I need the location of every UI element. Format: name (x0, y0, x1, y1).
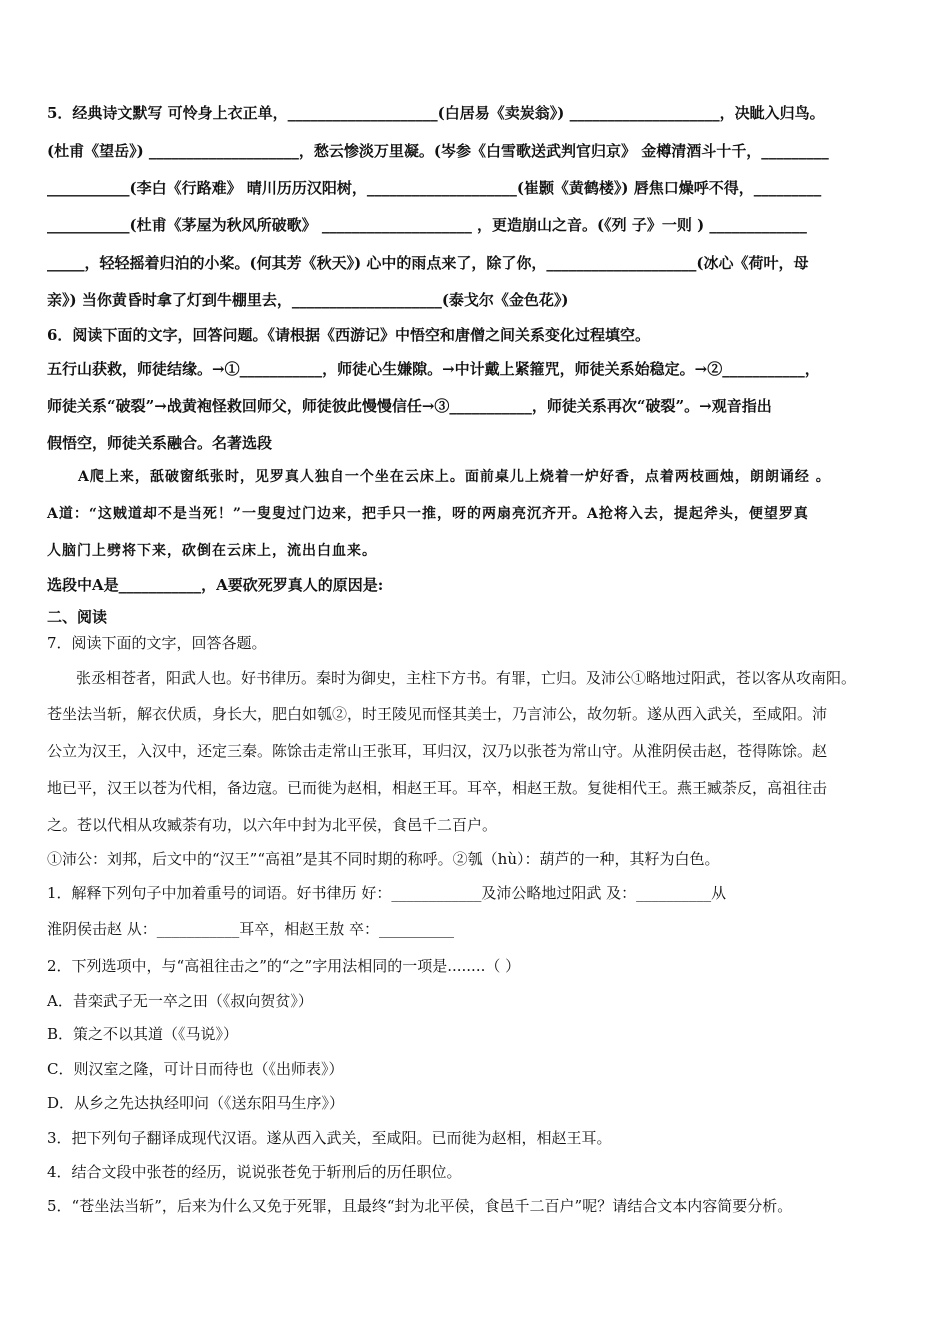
q6-excerpt-line-2: A道：“这贼道却不是当死！”一叟叟过门边来，把手只一推，呀的两扇亮沉齐开。A抢将入去，提起斧头，便望罗真 (47, 506, 809, 522)
q7-option-b: B．策之不以其道（《马说》） (47, 1025, 239, 1043)
q6-excerpt-line-3: 人脑门上劈将下来，砍倒在云床上，流出白血来。 (47, 543, 377, 559)
q7-sub1-line-2: 淮阴侯击赵 从：___________耳卒，相赵王敖 卒：__________ (47, 920, 455, 938)
q7-sub2: 2．下列选项中，与“高祖往击之”的“之”字用法相同的一项是........（ ） (47, 957, 521, 975)
q5-line-6: 亲》) 当你黄昏时拿了灯到牛棚里去，____________________(泰戈尔《金色花》) (47, 291, 569, 309)
q7-passage-line-1: 张丞相苍者，阳武人也。好书律历。秦时为御史，主柱下方书。有罪，亡归。及沛公①略地过阳武，苍以客从攻南阳。 (76, 669, 857, 687)
q7-sub4: 4．结合文段中张苍的经历，说说张苍免于斩刑后的历任职位。 (47, 1163, 462, 1181)
q7-passage-line-2: 苍坐法当斩，解衣伏质，身长大，肥白如瓠②，时王陵见而怪其美士，乃言沛公，故勿斩。遂从西入武关，至咸阳。沛 (47, 705, 828, 723)
q6-line-2: 五行山获救，师徒结缘。→①___________，师徒心生嫌隙。→中计戴上紧箍咒，师徒关系始稳定。→②___________， (47, 360, 820, 378)
q7-option-a: A．昔栾武子无一卒之田（《叔向贺贫》） (47, 992, 313, 1010)
q6-question: 选段中A是___________，A要砍死罗真人的原因是: (47, 576, 384, 594)
q7-option-d: D．从乡之先达执经叩问（《送东阳马生序》） (47, 1094, 345, 1112)
q5-line-4: ___________(杜甫《茅屋为秋风所破歌》 ____________________ ，更造崩山之音。(《列 子》一则 ) _____________ (47, 216, 807, 234)
q5-line-1: 5．经典诗文默写 可怜身上衣正单，____________________(白居易《卖炭翁》) ____________________，决眦入归鸟。 (47, 104, 825, 122)
q7-passage-line-4: 地已平，汉王以苍为代相，备边寇。已而徙为赵相，相赵王耳。耳卒，相赵王敖。复徙相代王。燕王臧荼反，高祖往击 (47, 779, 828, 797)
q5-line-2: (杜甫《望岳》) ____________________，愁云惨淡万里凝。(岑参《白雪歌送武判官归京》 金樽清酒斗十千，_________ (47, 142, 829, 160)
q7-sub5: 5．“苍坐法当斩”，后来为什么又免于死罪，且最终“封为北平侯，食邑千二百户”呢？请结合文本内容简要分析。 (47, 1197, 793, 1215)
q7-note: ①沛公：刘邦，后文中的“汉王”“高祖”是其不同时期的称呼。②瓠（hù）：葫芦的一种，其籽为白色。 (47, 850, 720, 868)
q7-passage-line-3: 公立为汉王，入汉中，还定三秦。陈馀击走常山王张耳，耳归汉，汉乃以张苍为常山守。从淮阴侯击赵，苍得陈馀。赵 (47, 742, 828, 760)
q7-intro: 7．阅读下面的文字，回答各题。 (47, 634, 267, 652)
q5-line-3: ___________(李白《行路难》 晴川历历汉阳树，____________________(崔颢《黄鹤楼》) 唇焦口燥呼不得，_________ (47, 179, 822, 197)
q6-line-4: 假悟空，师徒关系融合。名著选段 (47, 434, 273, 452)
q7-sub1-line-1: 1．解释下列句子中加着重号的词语。好书律历 好：____________及沛公略地过阳武 及：__________从 (47, 884, 727, 902)
q7-sub3: 3．把下列句子翻译成现代汉语。遂从西入武关，至咸阳。已而徙为赵相，相赵王耳。 (47, 1129, 612, 1147)
q7-passage-line-5: 之。苍以代相从攻臧荼有功，以六年中封为北平侯，食邑千二百户。 (47, 816, 498, 834)
section-heading: 二、阅读 (47, 608, 108, 626)
q5-line-5: _____，轻轻摇着归泊的小桨。(何其芳《秋天》) 心中的雨点来了，除了你，____________________(冰心《荷叶，母 (47, 254, 809, 272)
q6-excerpt-line-1: A爬上来，舐破窗纸张时，见罗真人独自一个坐在云床上。面前桌儿上烧着一炉好香，点着两枝画烛，朗朗诵经 。 (78, 469, 831, 485)
q6-line-3: 师徒关系“破裂”→战黄袍怪救回师父，师徒彼此慢慢信任→③___________，师徒关系再次“破裂”。→观音指出 (47, 397, 772, 415)
q6-line-1: 6．阅读下面的文字，回答问题。《请根据《西游记》中悟空和唐僧之间关系变化过程填空。 (47, 326, 650, 344)
q7-option-c: C．则汉室之隆，可计日而待也（《出师表》） (47, 1060, 344, 1078)
